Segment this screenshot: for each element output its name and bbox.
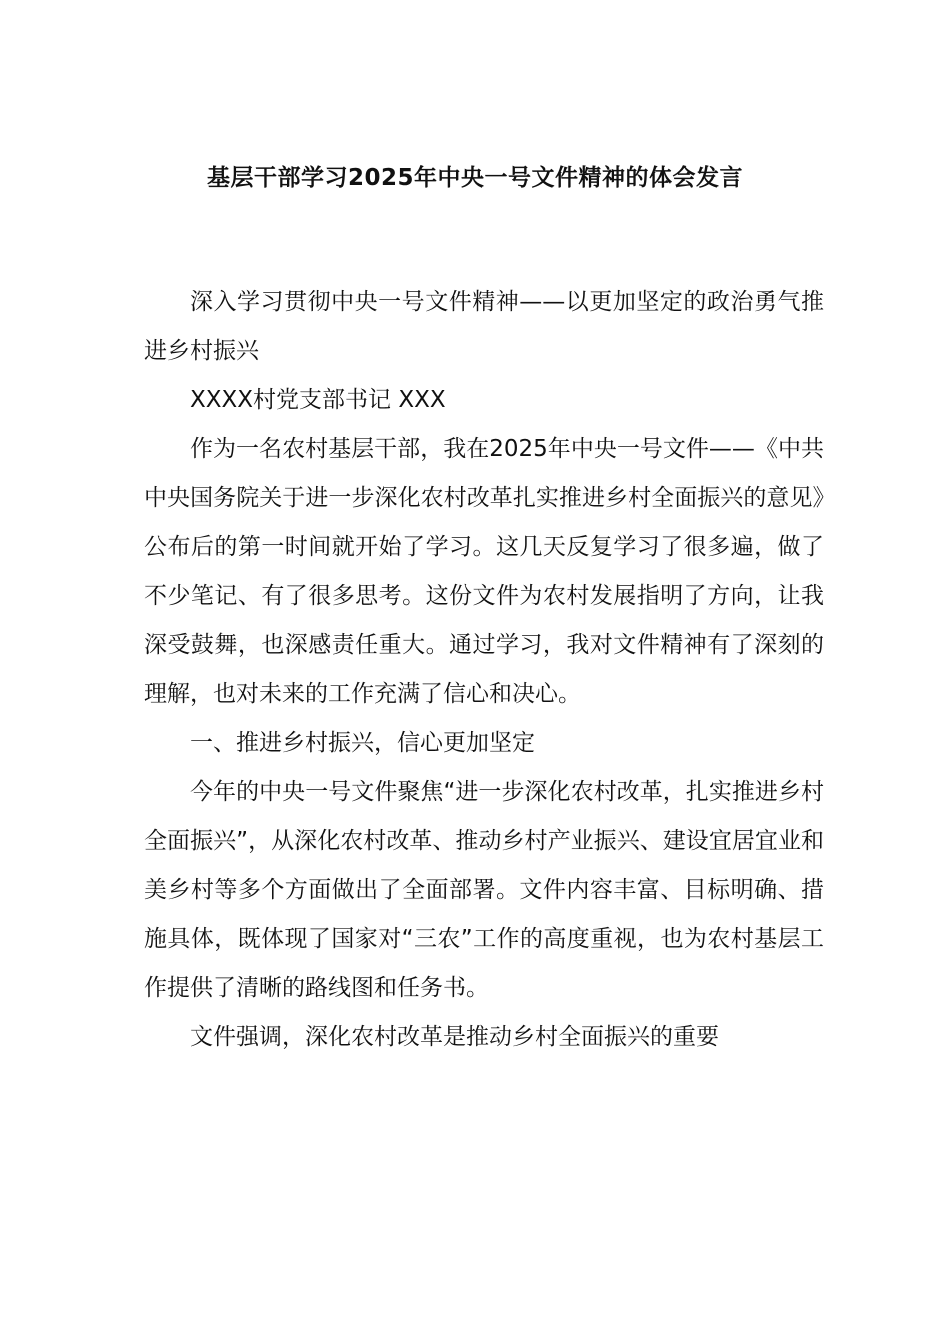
paragraph-intro: 作为一名农村基层干部，我在2025年中央一号文件——《中共中央国务院关于进一步深化农村改革扎实推进乡村全面振兴的意见》公布后的第一时间就开始了学习。这几天反复学习了很多遍，做了不少笔记、有了很多思考。这份文件为农村发展指明了方向，让我深受鼓舞，也深感责任重大。通过学习，我对文件精神有了深刻的理解，也对未来的工作充满了信心和决心。 bbox=[144, 436, 824, 707]
paragraph-subtitle: 深入学习贯彻中央一号文件精神——以更加坚定的政治勇气推进乡村振兴 bbox=[144, 289, 824, 364]
paragraph-continued: 文件强调，深化农村改革是推动乡村全面振兴的重要 bbox=[190, 1024, 719, 1050]
document-body bbox=[144, 278, 824, 1062]
section-heading-1: 一、推进乡村振兴，信心更加坚定 bbox=[190, 730, 535, 756]
paragraph-section-1: 今年的中央一号文件聚焦“进一步深化农村改革，扎实推进乡村全面振兴”，从深化农村改革、推动乡村产业振兴、建设宜居宜业和美乡村等多个方面做出了全面部署。文件内容丰富、目标明确、措施具体，既体现了国家对“三农”工作的高度重视，也为农村基层工作提供了清晰的路线图和任务书。 bbox=[144, 779, 824, 1001]
paragraph-author: XXXX村党支部书记 XXX bbox=[190, 387, 446, 413]
document-title: 基层干部学习2025年中央一号文件精神的体会发言 bbox=[206, 165, 743, 191]
